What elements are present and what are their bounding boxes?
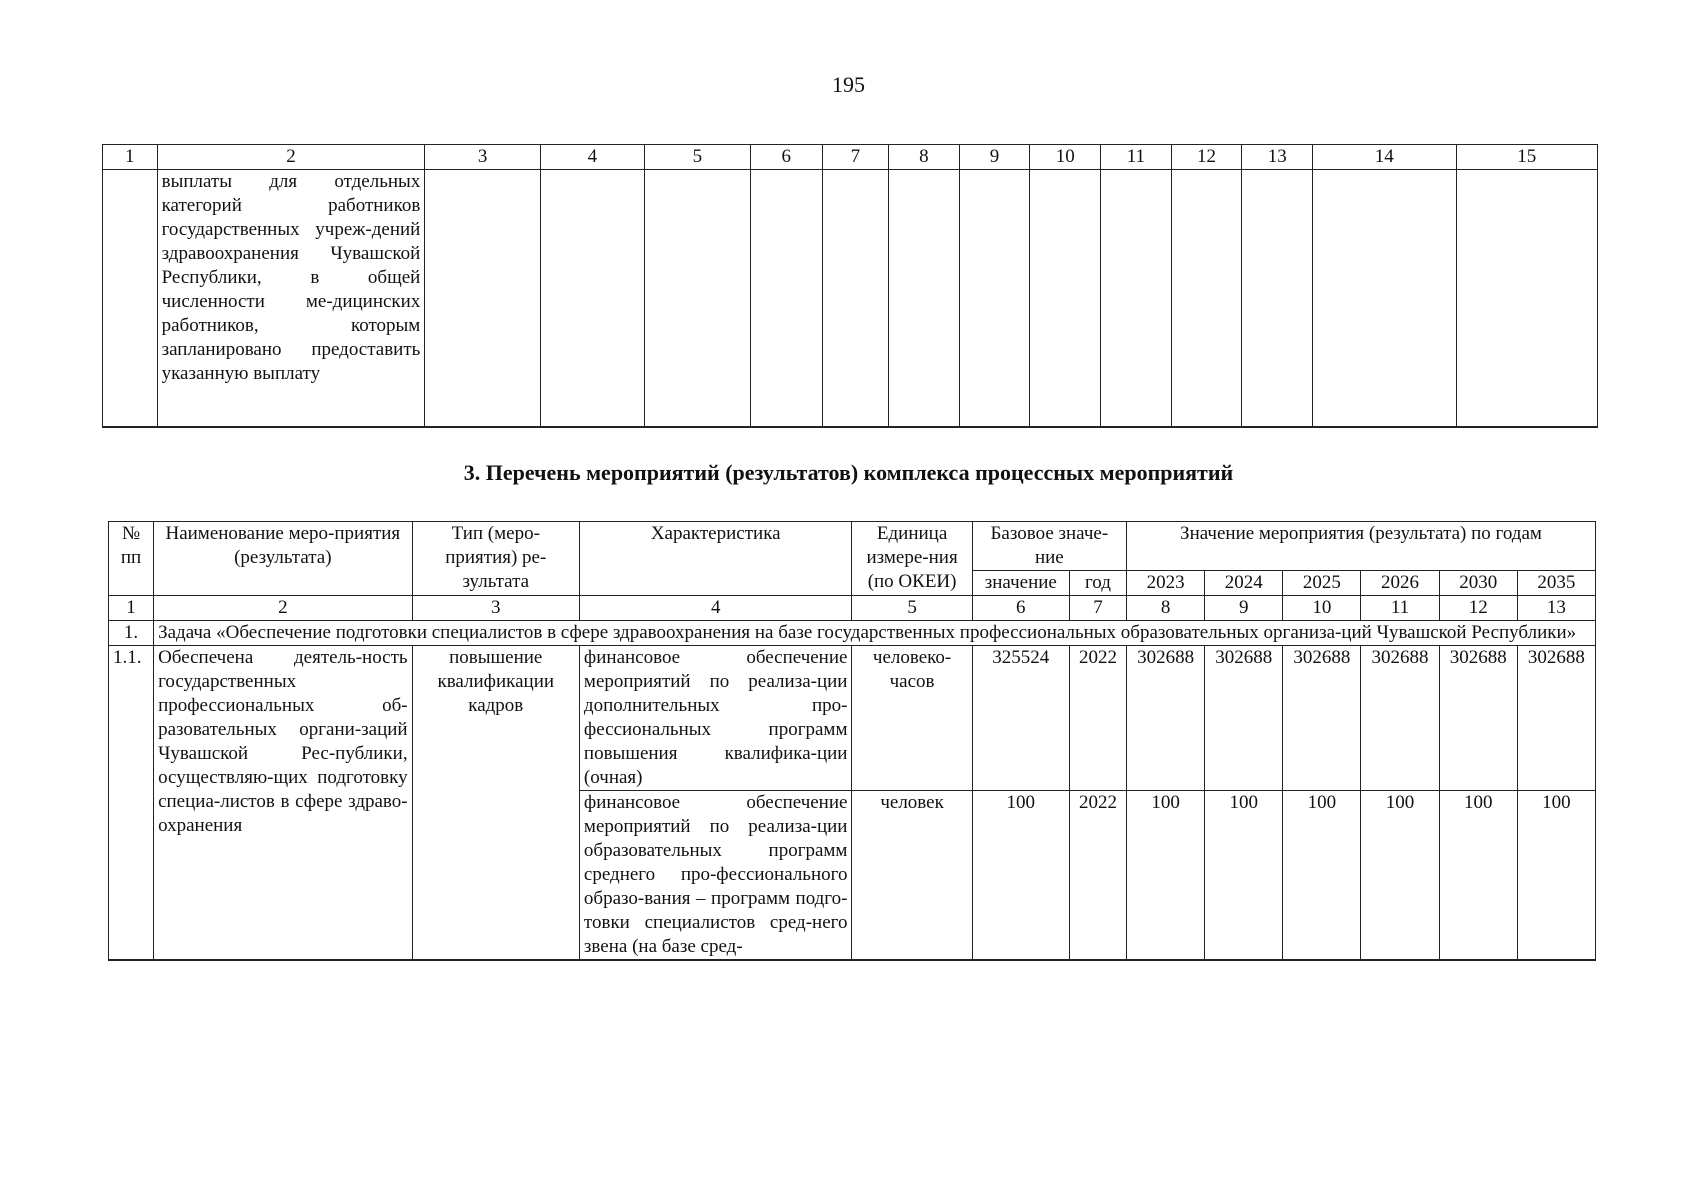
column-number: 10 [1030, 145, 1101, 170]
item-year-value: 302688 [1439, 646, 1517, 791]
empty-cell [1101, 170, 1172, 428]
item-year-value: 100 [1283, 791, 1361, 961]
column-number: 6 [750, 145, 822, 170]
empty-cell [1242, 170, 1313, 428]
item-unit: человеко-часов [852, 646, 972, 791]
column-number: 1 [109, 596, 154, 621]
item-characteristic: финансовое обеспечение мероприятий по реализа-ции дополнительных про-фессиональных программ повышения квалифика-ции (очная) [579, 646, 852, 791]
empty-cell [889, 170, 960, 428]
item-year-value: 302688 [1205, 646, 1283, 791]
column-number: 2 [157, 145, 425, 170]
header-base: Базовое значе-ние [972, 522, 1126, 571]
column-number: 5 [852, 596, 972, 621]
empty-cell [103, 170, 158, 428]
empty-cell [1456, 170, 1597, 428]
item-num: 1.1. [109, 646, 154, 961]
column-number: 4 [579, 596, 852, 621]
item-base-value: 100 [972, 791, 1069, 961]
column-number-row [103, 145, 1598, 170]
header-year: 2024 [1205, 571, 1283, 596]
column-number: 13 [1242, 145, 1313, 170]
column-number: 14 [1313, 145, 1457, 170]
task-text: Задача «Обеспечение подготовки специалистов в сфере здравоохранения на базе государственных профессиональных образовательных организа-ций Чувашской Республики» [154, 621, 1596, 646]
table-row [103, 170, 1598, 428]
column-number: 9 [959, 145, 1030, 170]
item-unit: человек [852, 791, 972, 961]
item-name: Обеспечена деятель-ность государственных профессиональных об-разовательных органи-заций Чувашской Рес-публики, осуществляю-щих подготовку специа-листов в сфере здраво-охранения [154, 646, 413, 961]
empty-cell [540, 170, 644, 428]
column-number: 1 [103, 145, 158, 170]
empty-cell [644, 170, 750, 428]
item-characteristic: финансовое обеспечение мероприятий по реализа-ции образовательных программ среднего про-фессионального образо-вания – программ подго-товки специалистов сред-него звена (на базе сред- [579, 791, 852, 961]
column-number: 8 [1127, 596, 1205, 621]
header-year: 2023 [1127, 571, 1205, 596]
item-year-value: 100 [1205, 791, 1283, 961]
column-number: 7 [822, 145, 888, 170]
header-row [109, 522, 1596, 571]
header-year: 2030 [1439, 571, 1517, 596]
column-number: 12 [1439, 596, 1517, 621]
section-title: 3. Перечень мероприятий (результатов) комплекса процессных мероприятий [463, 460, 1234, 485]
measures-table [108, 521, 1596, 961]
column-number: 3 [412, 596, 579, 621]
task-row [109, 621, 1596, 646]
table-row [109, 646, 1596, 791]
empty-cell [425, 170, 541, 428]
column-number: 6 [972, 596, 1069, 621]
header-characteristic: Характеристика [579, 522, 852, 596]
empty-cell [959, 170, 1030, 428]
column-number: 12 [1171, 145, 1242, 170]
item-base-year: 2022 [1069, 791, 1126, 961]
item-year-value: 302688 [1361, 646, 1439, 791]
column-number: 13 [1517, 596, 1595, 621]
header-type: Тип (меро-приятия) ре-зультата [412, 522, 579, 596]
item-year-value: 100 [1361, 791, 1439, 961]
header-base-year: год [1069, 571, 1126, 596]
column-number: 15 [1456, 145, 1597, 170]
empty-cell [1030, 170, 1101, 428]
empty-cell [822, 170, 888, 428]
column-number: 11 [1101, 145, 1172, 170]
column-number: 10 [1283, 596, 1361, 621]
column-number: 4 [540, 145, 644, 170]
item-year-value: 100 [1439, 791, 1517, 961]
item-base-year: 2022 [1069, 646, 1126, 791]
column-number: 2 [154, 596, 413, 621]
page-number: 195 [832, 72, 865, 97]
header-name: Наименование меро-приятия (результата) [154, 522, 413, 596]
header-num: № пп [109, 522, 154, 596]
previous-table [102, 144, 1598, 428]
header-base-value: значение [972, 571, 1069, 596]
header-year: 2026 [1361, 571, 1439, 596]
item-type: повышение квалификации кадров [412, 646, 579, 961]
item-year-value: 302688 [1517, 646, 1595, 791]
column-number: 11 [1361, 596, 1439, 621]
item-year-value: 302688 [1283, 646, 1361, 791]
header-year: 2035 [1517, 571, 1595, 596]
column-number: 8 [889, 145, 960, 170]
empty-cell [1313, 170, 1457, 428]
item-year-value: 100 [1127, 791, 1205, 961]
column-number: 7 [1069, 596, 1126, 621]
item-base-value: 325524 [972, 646, 1069, 791]
item-year-value: 100 [1517, 791, 1595, 961]
column-number: 5 [644, 145, 750, 170]
empty-cell [750, 170, 822, 428]
column-number: 9 [1205, 596, 1283, 621]
header-unit: Единица измере-ния (по ОКЕИ) [852, 522, 972, 596]
header-year: 2025 [1283, 571, 1361, 596]
indicator-name: выплаты для отдельных категорий работников государственных учреж-дений здравоохранения Чувашской Республики, в общей численности ме-дицинских работников, которым запланировано предоставить указанную выплату [157, 170, 425, 428]
item-year-value: 302688 [1127, 646, 1205, 791]
column-number-row [109, 596, 1596, 621]
column-number: 3 [425, 145, 541, 170]
empty-cell [1171, 170, 1242, 428]
task-num: 1. [109, 621, 154, 646]
header-by-years: Значение мероприятия (результата) по годам [1127, 522, 1596, 571]
